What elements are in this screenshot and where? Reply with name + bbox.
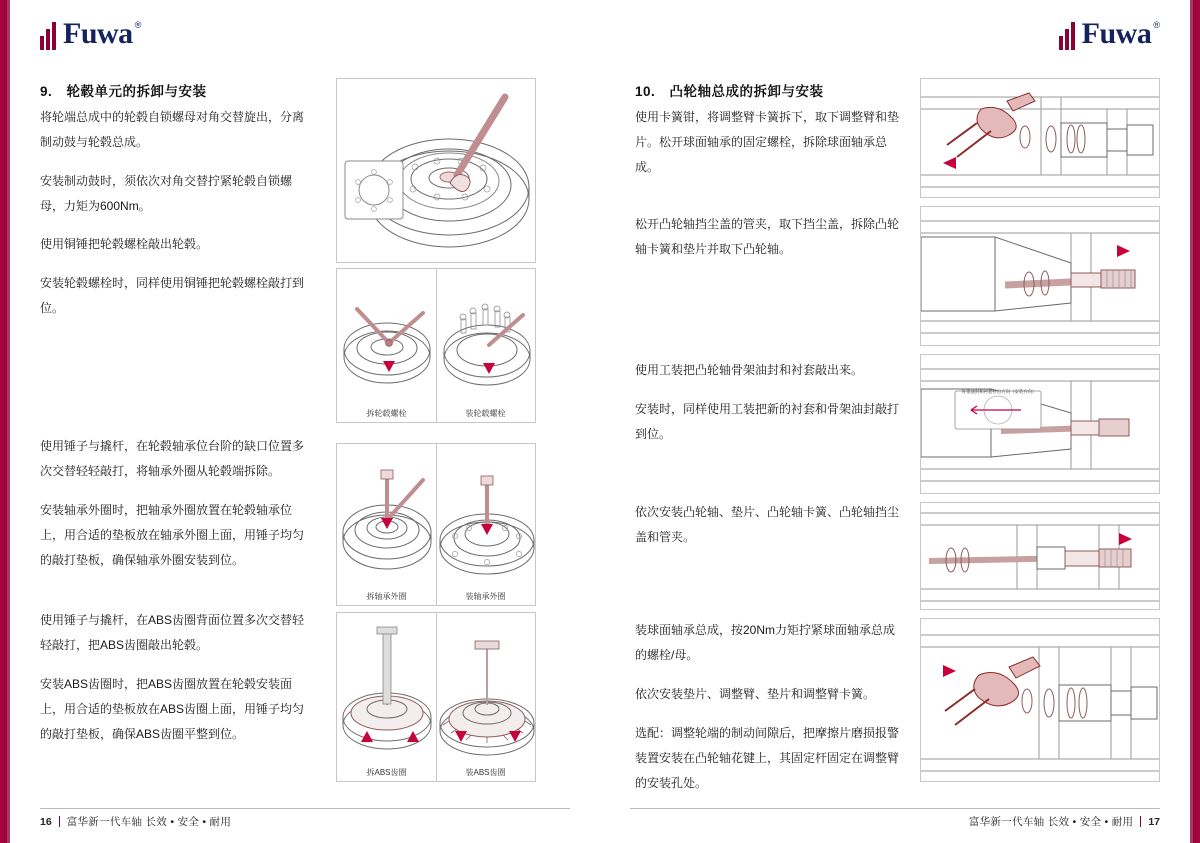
right-page [600, 0, 1190, 843]
paragraph: 使用锤子与撬杆，在轮毂轴承位台阶的缺口位置多次交替轻轻敲打，将轴承外圈从轮毂端拆除。 [40, 439, 305, 478]
logo-right [1059, 18, 1160, 58]
right-text-block-4 [635, 500, 905, 564]
footer-separator [59, 816, 60, 827]
left-text-block-2 [40, 232, 310, 335]
logo-wordmark: Fuwa [1081, 17, 1152, 50]
paragraph: 安装制动鼓时，须依次对角交替拧紧轮毂自锁螺母，力矩为600Nm。 [40, 174, 293, 213]
logo-bars-icon [40, 18, 58, 50]
paragraph: 选配：调整轮端的制动间隙后，把摩擦片磨损报警装置安装在凸轮轴花键上，其固定杆固定在调整臂的安装孔处。 [635, 726, 900, 790]
paragraph: 使用卡簧钳，将调整臂卡簧拆下，取下调整臂和垫片。松开球面轴承的固定螺栓，拆除球面轴承总成。 [635, 110, 900, 174]
figure-r2-drawing [921, 207, 1160, 346]
arrow-down-icon [383, 361, 395, 372]
footer-separator [1140, 816, 1141, 827]
figure-r3-drawing [921, 355, 1160, 494]
paragraph: 安装时，同样使用工装把新的衬套和骨架油封敲打到位。 [635, 402, 900, 441]
figure-r4-drawing [921, 503, 1160, 610]
right-text-block-2 [635, 212, 905, 276]
arrow-left-icon [943, 157, 956, 169]
logo-left [40, 18, 141, 58]
left-footer-rule [40, 808, 570, 809]
right-footer-rule [630, 808, 1160, 809]
paragraph: 安装轮毂螺栓时，同样使用铜锤把轮毂螺栓敲打到位。 [40, 276, 305, 315]
figure-caption: 拆ABS齿圈 [366, 768, 407, 777]
page-number: 16 [40, 815, 52, 828]
figure-r1-drawing [921, 79, 1160, 198]
paragraph: 依次安装垫片、调整臂、垫片和调整臂卡簧。 [635, 687, 876, 701]
right-footer [969, 814, 1160, 829]
paragraph: 安装ABS齿圈时，把ABS齿圈放置在轮毂安装面上，用合适的垫板放在ABS齿圈上面，用锤子均匀的敲打垫板，确保ABS齿圈平整到位。 [40, 677, 305, 741]
figure-caption: 装ABS齿圈 [465, 768, 506, 777]
arrow-down-icon [455, 731, 467, 742]
right-text-block-5 [635, 618, 905, 810]
right-text-block-1 [635, 105, 905, 194]
arrow-down-icon [483, 363, 495, 374]
paragraph: 装球面轴承总成，按20Nm力矩拧紧球面轴承总成的螺栓/母。 [635, 623, 896, 662]
figure-slack-adjuster-removal [920, 78, 1160, 198]
paragraph: 将轮端总成中的轮毂自锁螺母对角交替旋出，分离制动鼓与轮毂总成。 [40, 110, 305, 149]
figure-hub-drum-drawing [337, 79, 536, 263]
footer-slogan: 富华新一代车轴 长效 • 安全 • 耐用 [66, 816, 232, 828]
figure-wear-indicator-install [920, 618, 1160, 782]
right-section-heading [635, 80, 824, 100]
figure-r5-drawing [921, 619, 1160, 782]
figure-r3-note: 骨架油封和衬套打出方向（安装方向） [961, 389, 1037, 394]
registered-mark: ® [134, 20, 142, 30]
paragraph: 使用锤子与撬杆，在ABS齿圈背面位置多次交替轻轻敲打，把ABS齿圈敲出轮毂。 [40, 613, 305, 652]
arrow-right-icon [1117, 245, 1130, 257]
figure-abs-ring [336, 612, 536, 782]
registered-mark: ® [1153, 20, 1160, 30]
figure-caption: 装轴承外圈 [465, 592, 506, 601]
paragraph: 使用工装把凸轮轴骨架油封和衬套敲出来。 [635, 363, 864, 377]
right-section-number: 10. [635, 84, 656, 99]
right-edge-bar [1190, 0, 1200, 843]
arrow-up-icon [361, 731, 373, 742]
logo-bars-icon [1059, 18, 1077, 50]
figure-hub-drum [336, 78, 536, 263]
left-section-number: 9. [40, 84, 53, 99]
left-text-block-3 [40, 434, 310, 587]
arrow-up-icon [407, 731, 419, 742]
paragraph: 安装轴承外圈时，把轴承外圈放置在轮毂轴承位上，用合适的垫板放在轴承外圈上面，用锤子均匀的敲打垫板，确保轴承外圈安装到位。 [40, 503, 305, 567]
arrow-right-icon [1119, 533, 1132, 545]
left-text-block-1 [40, 105, 310, 233]
figure-caption: 拆轮毂螺栓 [366, 409, 407, 418]
figure-bearing-outer-ring [336, 443, 536, 606]
figure-caption: 拆轴承外圈 [366, 592, 407, 601]
figure-camshaft-reassembly [920, 502, 1160, 610]
logo-wordmark: Fuwa [63, 17, 133, 50]
right-text-block-3 [635, 358, 905, 461]
left-edge-bar [0, 0, 10, 843]
arrow-down-icon [381, 518, 393, 529]
left-footer [40, 814, 231, 829]
paragraph: 依次安装凸轮轴、垫片、凸轮轴卡簧、凸轮轴挡尘盖和管夹。 [635, 505, 900, 544]
arrow-right-icon [943, 665, 956, 677]
left-section-title: 轮毂单元的拆卸与安装 [66, 84, 207, 99]
arrow-down-icon [481, 524, 493, 535]
figure-divider [436, 269, 437, 422]
page-number: 17 [1148, 815, 1160, 828]
figure-seal-bushing-tool [920, 354, 1160, 494]
left-text-block-4 [40, 608, 310, 761]
paragraph: 使用铜锤把轮毂螺栓敲出轮毂。 [40, 237, 209, 251]
figure-camshaft-axle [920, 206, 1160, 346]
right-section-title: 凸轮轴总成的拆卸与安装 [669, 84, 824, 99]
figure-hub-bolts [336, 268, 536, 423]
left-section-heading [40, 80, 207, 100]
figure-caption: 装轮毂螺栓 [465, 409, 506, 418]
figure-divider [436, 444, 437, 605]
paragraph: 松开凸轮轴挡尘盖的管夹，取下挡尘盖，拆除凸轮轴卡簧和垫片并取下凸轮轴。 [635, 217, 900, 256]
arrow-down-icon [509, 731, 521, 742]
footer-slogan: 富华新一代车轴 长效 • 安全 • 耐用 [968, 816, 1134, 828]
figure-divider [436, 613, 437, 781]
left-page [10, 0, 600, 843]
